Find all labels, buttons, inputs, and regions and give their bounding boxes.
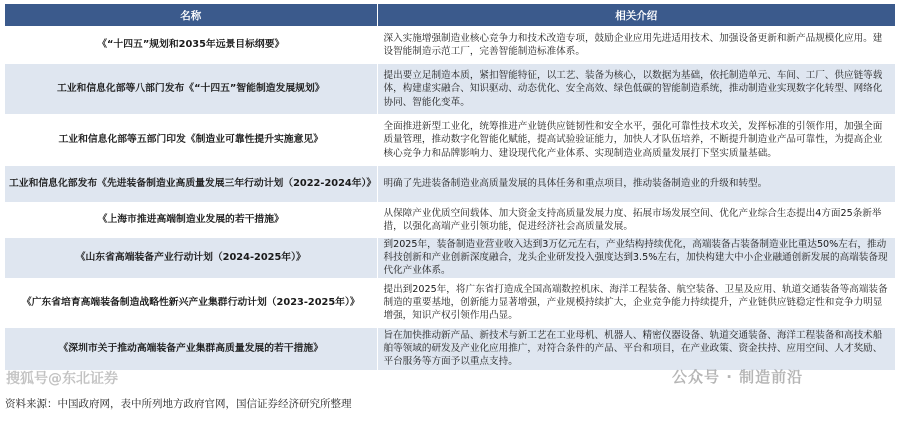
row-description: 提出要立足制造本质，紧扣智能特征，以工艺、装备为核心，以数据为基础，依托制造单元、车间、工厂、供应链等载体，构建虚实融合、知识驱动、动态优化、安全高效、绿色低碳的智能制造系统，推动制造业实现数字化转型、网络化协同、智能化变革。 xyxy=(377,64,895,114)
row-description: 提出到2025年，将广东省打造成全国高端数控机床、海洋工程装备、航空装备、卫星及应用、轨道交通装备等高端装备制造的重要基地，创新能力显著增强，产业规模持续扩大，企业竞争能力持续提升，产业链供应链稳定性和竞争力明显增强，知识产权引领作用凸显。 xyxy=(377,278,895,328)
row-name: 工业和信息化部发布《先进装备制造业高质量发展三年行动计划（2022-2024年）》 xyxy=(5,166,377,202)
watermark-left: 搜狐号@东北证券 xyxy=(6,371,118,387)
row-description: 深入实施增强制造业核心竞争力和技术改造专项，鼓励企业应用先进适用技术、加强设备更新和新产品规模化应用。建设智能制造示范工厂，完善智能制造标准体系。 xyxy=(377,26,895,64)
table-row xyxy=(5,328,895,370)
table-row xyxy=(5,238,895,278)
table-row xyxy=(5,278,895,328)
row-description: 全面推进新型工业化，统筹推进产业链供应链韧性和安全水平，强化可靠性技术攻关，发挥标准的引领作用，加强全面质量管理，推动数字化智能化赋能，提高试验验证能力，加快人才队伍培养，不断提升制造业产品可靠性，为提高企业核心竞争力和品牌影响力、建设现代化产业体系、实现制造业高质量发展打下坚实质量基础。 xyxy=(377,114,895,166)
table-row xyxy=(5,166,895,202)
row-name: 《山东省高端装备产业行动计划（2024-2025年）》 xyxy=(5,238,377,278)
row-name: 《上海市推进高端制造业发展的若干措施》 xyxy=(5,202,377,238)
watermark-right: 公众号 · 制造前沿 xyxy=(672,368,804,386)
policy-table xyxy=(5,4,895,370)
header-name: 名称 xyxy=(5,4,377,26)
row-description: 从保障产业优质空间载体、加大资金支持高质量发展力度、拓展市场发展空间、优化产业综合生态提出4方面25条新举措，以强化高端产业引领功能，促进经济社会高质量发展。 xyxy=(377,202,895,238)
source-note: 资料来源：中国政府网，表中所列地方政府官网，国信证券经济研究所整理 xyxy=(5,398,352,410)
table-row xyxy=(5,26,895,64)
row-description: 明确了先进装备制造业高质量发展的具体任务和重点项目，推动装备制造业的升级和转型。 xyxy=(377,166,895,202)
table-row xyxy=(5,114,895,166)
row-name: 《广东省培育高端装备制造战略性新兴产业集群行动计划（2023-2025年）》 xyxy=(5,278,377,328)
row-name: 工业和信息化部等八部门发布《“十四五”智能制造发展规划》 xyxy=(5,64,377,114)
policy-table-container xyxy=(5,4,895,370)
row-description: 旨在加快推动新产品、新技术与新工艺在工业母机、机器人、精密仪器设备、轨道交通装备、海洋工程装备和高技术船舶等领域的研发及产业化应用推广，对符合条件的产品、平台和项目，在产业政策、资金扶持、应用空间、人才奖励、平台服务等方面予以重点支持。 xyxy=(377,328,895,370)
header-description: 相关介绍 xyxy=(377,4,895,26)
row-name: 《“十四五”规划和2035年远景目标纲要》 xyxy=(5,26,377,64)
row-description: 到2025年，装备制造业营业收入达到3万亿元左右，产业结构持续优化，高端装备占装备制造业比重达50%左右，推动科技创新和产业创新深度融合，龙头企业研发投入强度达到3.5%左右，加快构建大中小企业融通创新发展的高端装备现代化产业体系。 xyxy=(377,238,895,278)
table-row xyxy=(5,64,895,114)
row-name: 《深圳市关于推动高端装备产业集群高质量发展的若干措施》 xyxy=(5,328,377,370)
table-row xyxy=(5,202,895,238)
table-header-row xyxy=(5,4,895,26)
row-name: 工业和信息化部等五部门印发《制造业可靠性提升实施意见》 xyxy=(5,114,377,166)
